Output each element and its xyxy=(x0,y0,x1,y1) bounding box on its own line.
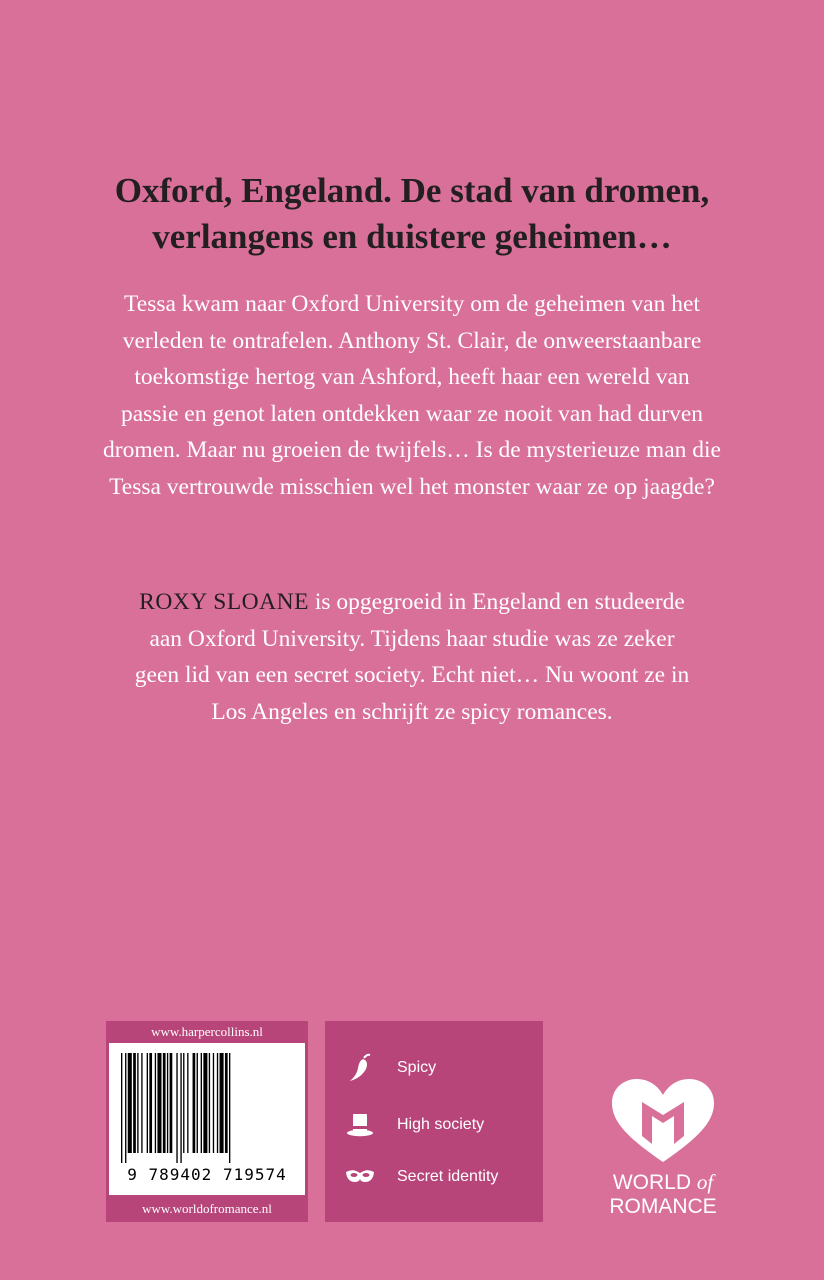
blurb-line: dromen. Maar nu groeien de twijfels… Is de mysterieuze man die xyxy=(103,437,721,463)
bio-line-1 xyxy=(70,584,754,621)
barcode-bar xyxy=(121,1053,122,1163)
blurb-line: verleden te ontrafelen. Anthony St. Clair, de onweerstaanbare xyxy=(122,327,702,354)
blurb-line: Tessa vertrouwde misschien wel het monster waar ze op jaagde? xyxy=(109,473,715,500)
top-hat-icon xyxy=(345,1110,375,1140)
logo-line-1 xyxy=(574,1170,752,1195)
barcode-bar xyxy=(183,1053,184,1153)
feature-spicy xyxy=(345,1051,535,1085)
barcode-bar xyxy=(155,1053,156,1153)
blurb-line: Tessa kwam naar Oxford University om de geheimen van het xyxy=(124,291,700,317)
barcode-bar xyxy=(225,1053,228,1153)
bio-line-1-rest: is opgegroeid in Engeland en studeerde xyxy=(308,589,685,615)
features-panel xyxy=(325,1021,543,1222)
barcode-bar xyxy=(147,1053,148,1153)
bio-line-2: aan Oxford University. Tijdens haar studie was ze zeker xyxy=(149,625,675,652)
barcode-panel xyxy=(106,1021,308,1222)
logo-line-2: ROMANCE xyxy=(609,1195,717,1218)
headline xyxy=(0,168,824,260)
headline-line-1: Oxford, Engeland. De stad van dromen, xyxy=(114,171,710,210)
barcode-bar xyxy=(141,1053,142,1153)
blurb xyxy=(70,286,754,505)
chili-pepper-icon xyxy=(345,1053,375,1083)
logo-word-of: of xyxy=(696,1170,714,1194)
author-name: ROXY SLOANE xyxy=(139,589,309,615)
feature-label: Spicy xyxy=(397,1059,437,1076)
barcode-bar xyxy=(149,1053,152,1153)
barcode-bar xyxy=(157,1053,161,1153)
barcode-bar xyxy=(163,1053,166,1153)
feature-high-society xyxy=(345,1108,535,1142)
barcode-bar xyxy=(229,1053,230,1163)
barcode-bar xyxy=(170,1053,173,1153)
barcode-bar xyxy=(167,1053,168,1153)
publisher-url: www.harpercollins.nl xyxy=(151,1024,263,1039)
barcode-bar xyxy=(193,1053,196,1153)
barcode-bar xyxy=(176,1053,177,1163)
barcode-bar xyxy=(197,1053,198,1153)
feature-label: High society xyxy=(397,1116,485,1133)
author-bio xyxy=(70,584,754,730)
barcode xyxy=(109,1043,305,1195)
mask-icon xyxy=(345,1162,375,1192)
feature-secret-identity xyxy=(345,1160,535,1194)
barcode-bar xyxy=(209,1053,210,1153)
heart-logo-icon xyxy=(608,1076,718,1166)
barcode-bar xyxy=(133,1053,136,1153)
barcode-bar xyxy=(201,1053,202,1153)
bio-line-3: geen lid van een secret society. Echt niet… Nu woont ze in xyxy=(134,662,690,688)
bio-line-4: Los Angeles en schrijft ze spicy romances. xyxy=(211,698,613,725)
barcode-bar xyxy=(128,1053,132,1153)
blurb-line: toekomstige hertog van Ashford, heeft haar een wereld van xyxy=(134,364,690,390)
barcode-bar xyxy=(187,1053,188,1153)
isbn-number: 9 789402 719574 xyxy=(127,1165,287,1184)
barcode-bar xyxy=(217,1053,218,1153)
feature-label: Secret identity xyxy=(397,1168,499,1185)
blurb-line: passie en genot laten ontdekken waar ze nooit van had durven xyxy=(120,400,704,427)
imprint-url: www.worldofromance.nl xyxy=(142,1201,272,1216)
headline-line-2: verlangens en duistere geheimen… xyxy=(152,217,672,256)
barcode-bars xyxy=(119,1053,295,1163)
barcode-bar xyxy=(125,1053,126,1163)
world-of-romance-logo xyxy=(574,1170,752,1219)
barcode-bar xyxy=(180,1053,181,1163)
barcode-bar xyxy=(203,1053,207,1153)
barcode-bar xyxy=(137,1053,138,1153)
barcode-bar xyxy=(220,1053,224,1153)
logo-word-world: WORLD xyxy=(612,1171,697,1194)
barcode-bar xyxy=(213,1053,214,1153)
